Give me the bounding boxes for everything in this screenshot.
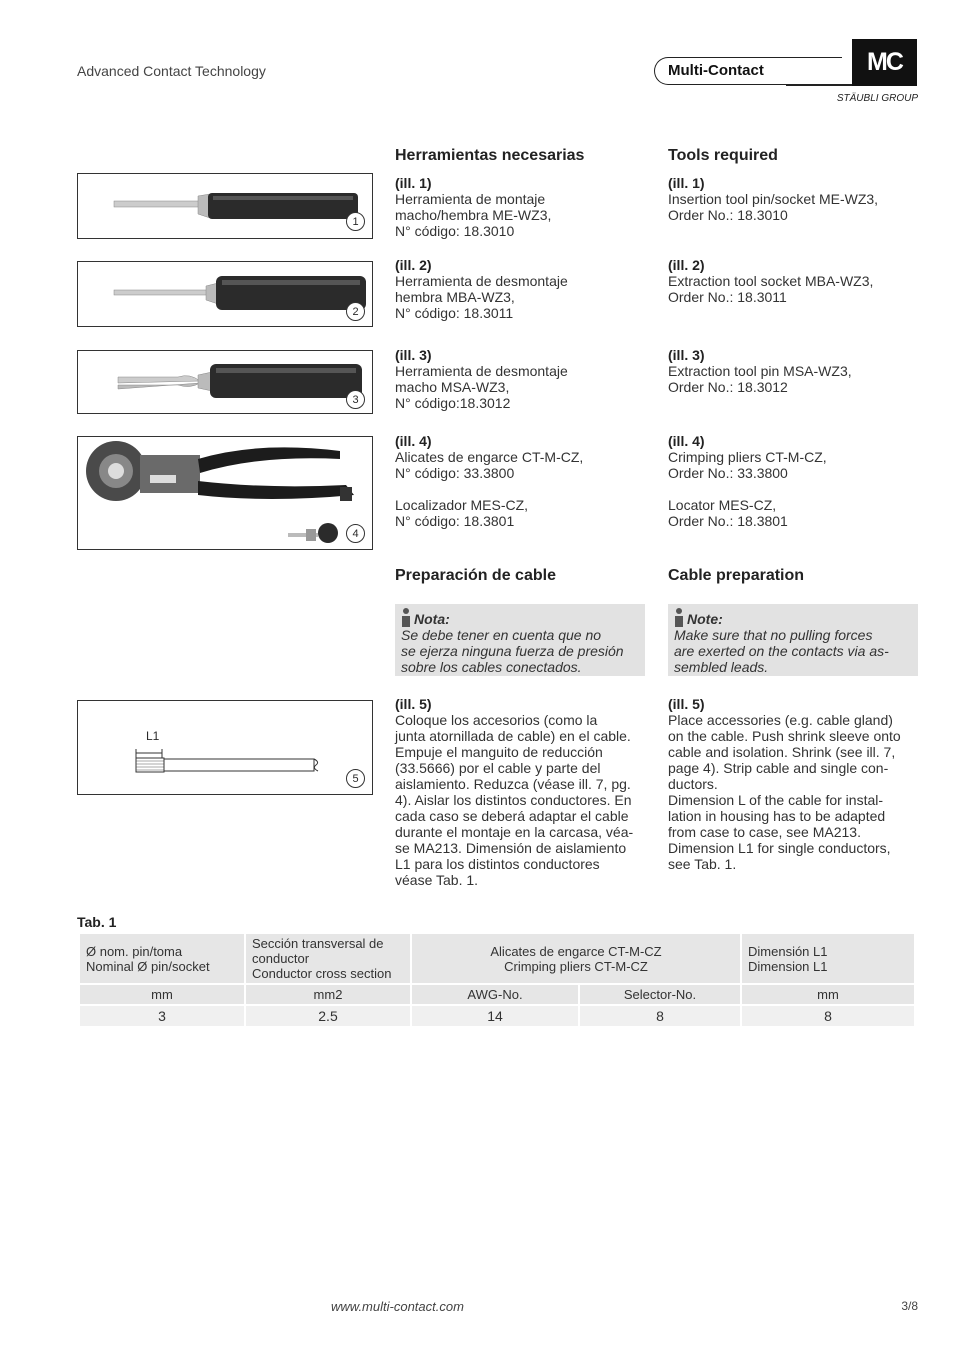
extraction-tool-pin-image: [78, 351, 372, 413]
illustration-5: [77, 700, 373, 795]
crimping-pliers-image: [78, 437, 372, 549]
tools-en-title: Tools required: [668, 147, 778, 164]
cable-text-en: (ill. 5) Place accessories (e.g. cable gland) on the cable. Push shrink sleeve onto cable and isolation. Shrink (see ill. 7, page 4). Strip cable and single con- ductors. Dimension L of the cable for instal- lation in housing has to be adapted from case to case, see MA213. Dimension L1 for single conductors, see Tab. 1.: [668, 696, 901, 872]
footer-url[interactable]: www.multi-contact.com: [331, 1299, 464, 1314]
table-cell: Selector-No.: [580, 985, 740, 1004]
note-en: Note: Make sure that no pulling forces are exerted on the contacts via as- sembled leads.: [668, 604, 918, 676]
table-unit-row: [80, 985, 914, 1004]
tool-item-es-1: (ill. 1) Herramienta de montaje macho/hembra ME-WZ3, N° código: 18.3010: [395, 175, 552, 239]
table-row: [80, 1006, 914, 1026]
table-header-cell: Sección transversal de conductor Conductor cross section: [246, 934, 410, 983]
table-header-cell: Ø nom. pin/toma Nominal Ø pin/socket: [80, 934, 244, 983]
table-header-row: [80, 934, 914, 983]
info-icon: [674, 608, 684, 626]
tool-item-en-4: (ill. 4) Crimping pliers CT-M-CZ, Order No.: 33.3800 Locator MES-CZ, Order No.: 18.3801: [668, 433, 827, 529]
insertion-tool-image: [78, 174, 372, 238]
illustration-4: [77, 436, 373, 550]
ill-number: 4: [346, 524, 365, 543]
table-cell: mm2: [246, 985, 410, 1004]
tool-item-en-3: (ill. 3) Extraction tool pin MSA-WZ3, Order No.: 18.3012: [668, 347, 852, 395]
brand-underline: [786, 84, 852, 86]
header-tagline: Advanced Contact Technology: [77, 63, 266, 79]
table-cell: 14: [412, 1006, 578, 1026]
cable-strip-diagram: [78, 701, 372, 794]
mc-logo: MC: [852, 39, 917, 86]
tool-item-en-1: (ill. 1) Insertion tool pin/socket ME-WZ3, Order No.: 18.3010: [668, 175, 879, 223]
note-es: Nota: Se debe tener en cuenta que no se ejerza ninguna fuerza de presión sobre los cables conectados.: [395, 604, 645, 676]
ill-number: 5: [346, 769, 365, 788]
cable-es-title: Preparación de cable: [395, 567, 556, 584]
table-header-cell: Alicates de engarce CT-M-CZ Crimping pliers CT-M-CZ: [412, 934, 740, 983]
table-cell: 8: [742, 1006, 914, 1026]
table-cell: 3: [80, 1006, 244, 1026]
tool-item-es-4: (ill. 4) Alicates de engarce CT-M-CZ, N° código: 33.3800 Localizador MES-CZ, N° código: 18.3801: [395, 433, 584, 529]
cable-en-title: Cable preparation: [668, 567, 805, 584]
dimension-table: [78, 932, 916, 1028]
table-cell: 2.5: [246, 1006, 410, 1026]
ill-number: 1: [346, 212, 365, 231]
illustration-2: [77, 261, 373, 327]
brand-name: Multi-Contact: [668, 62, 764, 79]
page-number: 3/8: [901, 1299, 918, 1313]
tools-es-title: Herramientas necesarias: [395, 147, 585, 164]
illustration-1: [77, 173, 373, 239]
cable-text-es: (ill. 5) Coloque los accesorios (como la junta atornillada de cable) en el cable. Empuje el manguito de reducción (33.5666) por el cable y parte del aislamiento. Reduzca (véase ill. 7, pg. 4). Aislar los distintos conductores. En cada caso se deberá adaptar el cable durante el montaje en la carcasa, véa- se MA213. Dimensión de aislamiento L1 para los distintos conductores véase Tab. 1.: [395, 696, 634, 888]
table-caption: Tab. 1: [77, 914, 117, 930]
table-cell: mm: [80, 985, 244, 1004]
extraction-tool-socket-image: [78, 262, 372, 326]
table-header-cell: Dimensión L1 Dimension L1: [742, 934, 914, 983]
tool-item-es-3: (ill. 3) Herramienta de desmontaje macho MSA-WZ3, N° código:18.3012: [395, 347, 568, 411]
table-cell: 8: [580, 1006, 740, 1026]
tool-item-es-2: (ill. 2) Herramienta de desmontaje hembra MBA-WZ3, N° código: 18.3011: [395, 257, 568, 321]
ill-number: 2: [346, 302, 365, 321]
illustration-3: [77, 350, 373, 414]
tool-item-en-2: (ill. 2) Extraction tool socket MBA-WZ3, Order No.: 18.3011: [668, 257, 874, 305]
ill-number: 3: [346, 390, 365, 409]
dimension-label: L1: [146, 729, 160, 743]
table-cell: AWG-No.: [412, 985, 578, 1004]
info-icon: [401, 608, 411, 626]
staubli-group: STÄUBLI GROUP: [836, 93, 918, 104]
table-cell: mm: [742, 985, 914, 1004]
